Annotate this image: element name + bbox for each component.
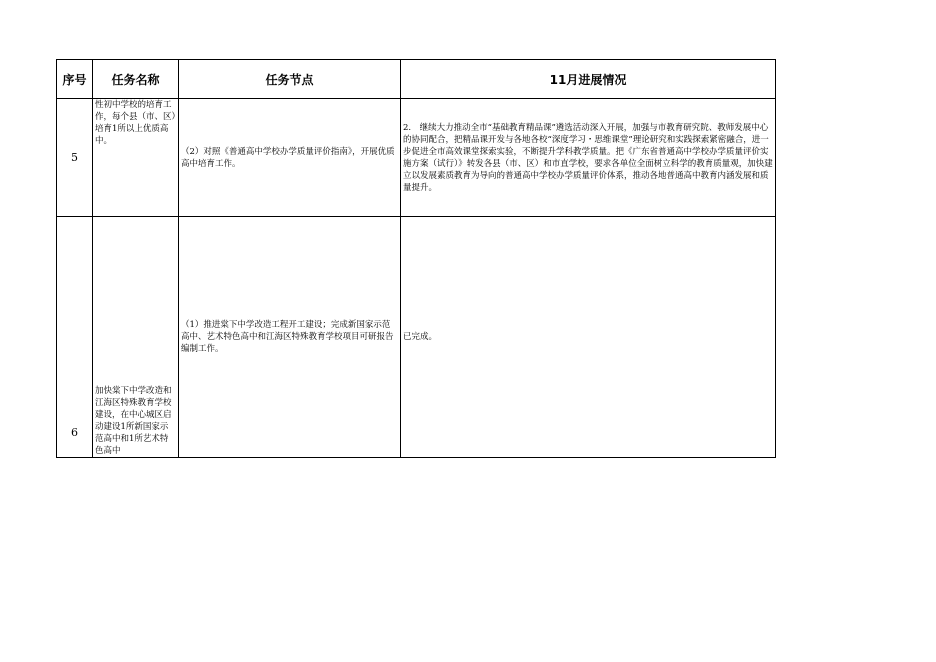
table-row: [57, 217, 776, 458]
task-node-text: （1）推进棠下中学改造工程开工建设；完成新国家示范高中、艺术特色高中和江海区特殊教育学校项目可研报告编制工作。: [181, 320, 394, 354]
task-node-text: （2）对照《普通高中学校办学质量评价指南》，开展优质高中培育工作。: [181, 146, 395, 169]
task-name-cell[interactable]: [93, 99, 179, 217]
table-row: [57, 99, 776, 217]
progress-text: 2. 继续大力推动全市“基础教育精品课”遴选活动深入开展，加强与市教育研究院、教师发展中心的协同配合，把精品课开发与各地各校“深度学习・思维课堂”理论研究和实践探索紧密融合，进一步促进全市高效课堂探索实验，不断提升学科教学质量。把《广东省普通高中学校办学质量评价实施方案（试行）》转发各县（市、区）和市直学校，要求各单位全面树立科学的教育质量观，加快建立以发展素质教育为导向的普通高中学校办学质量评价体系，推动各地普通高中教育内涵发展和质量提升。: [403, 122, 773, 193]
progress-text: 已完成。: [403, 332, 438, 342]
header-row: [57, 60, 776, 99]
row-number[interactable]: 5: [57, 99, 93, 217]
header-task-name[interactable]: 任务名称: [93, 60, 179, 99]
row-number-cell[interactable]: [57, 217, 93, 458]
progress-table: [56, 59, 776, 458]
task-node-cell[interactable]: [179, 217, 401, 458]
task-name-text: 性初中学校的培育工作，每个县（市、区）培育1所以上优质高中。: [95, 100, 176, 146]
progress-cell[interactable]: [401, 99, 776, 217]
header-progress[interactable]: 11月进展情况: [401, 60, 776, 99]
task-node-cell[interactable]: [179, 99, 401, 217]
task-name-text: 加快棠下中学改造和江海区特殊教育学校建设，在中心城区启动建设1所新国家示范高中和1所艺术特色高中: [95, 386, 172, 456]
spreadsheet-sheet: [56, 59, 775, 457]
header-task-node[interactable]: 任务节点: [179, 60, 401, 99]
row-number: 6: [71, 426, 78, 439]
task-name-cell[interactable]: [93, 217, 179, 458]
header-no[interactable]: 序号: [57, 60, 93, 99]
progress-cell[interactable]: [401, 217, 776, 458]
